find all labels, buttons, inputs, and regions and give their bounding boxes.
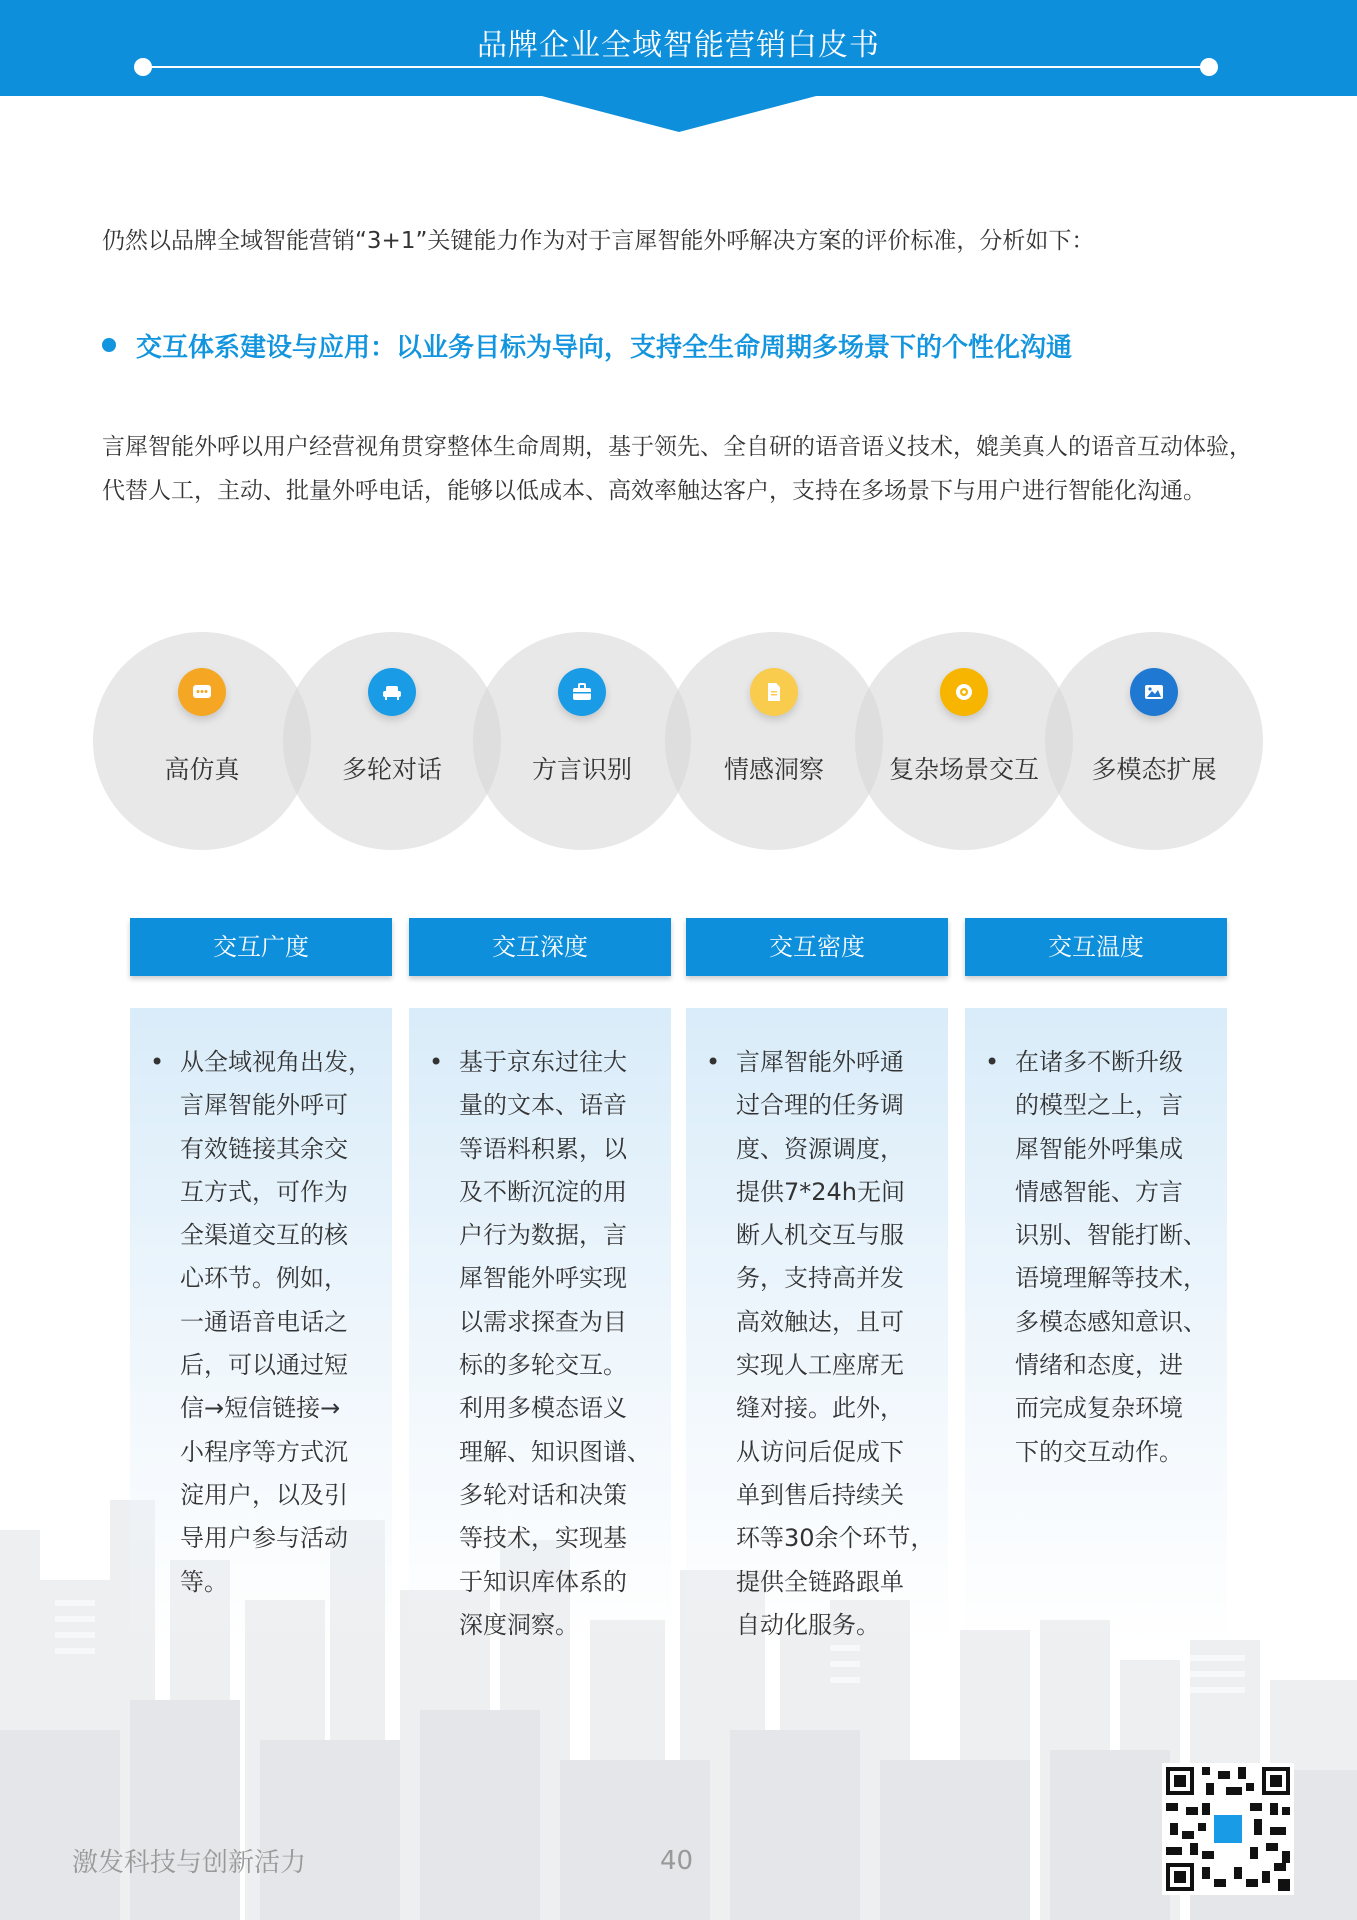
header-divider <box>143 66 1210 68</box>
column-line: 情感智能、方言 <box>1015 1177 1183 1206</box>
feature-circle <box>855 632 1073 850</box>
column-header-warmth: 交互温度 <box>965 918 1227 976</box>
column-line: 从访问后促成下 <box>736 1437 904 1466</box>
section-heading-text: 交互体系建设与应用：以业务目标为导向，支持全生命周期多场景下的个性化沟通 <box>136 333 1073 363</box>
column-header-breadth: 交互广度 <box>130 918 392 976</box>
column-header-density: 交互密度 <box>686 918 948 976</box>
list-bullet: • <box>706 1048 721 1076</box>
feature-label: 高仿真 <box>164 755 240 784</box>
feature-circle <box>1045 632 1263 850</box>
column-line: 的模型之上，言 <box>1015 1091 1183 1120</box>
column-line: 导用户参与活动 <box>180 1524 348 1553</box>
column-line: 语境理解等技术， <box>1015 1264 1207 1293</box>
column-line: 在诸多不断升级 <box>1015 1048 1183 1076</box>
column-line: 犀智能外呼集成 <box>1015 1134 1183 1163</box>
column-line: 多模态感知意识、 <box>1015 1307 1207 1336</box>
column-line: 后，可以通过短 <box>180 1351 348 1380</box>
list-bullet: • <box>429 1048 444 1076</box>
column-line: 及不断沉淀的用 <box>459 1177 627 1206</box>
sofa-icon <box>368 668 416 716</box>
column-line: 等。 <box>180 1567 228 1596</box>
page-number: 40 <box>660 1846 694 1876</box>
column-text <box>180 1041 380 1604</box>
feature-circle <box>665 632 883 850</box>
column-line: 多轮对话和决策 <box>459 1480 627 1509</box>
feature-circle <box>473 632 691 850</box>
feature-label: 多模态扩展 <box>1091 755 1217 784</box>
briefcase-icon <box>558 668 606 716</box>
column-line: 识别、智能打断、 <box>1015 1221 1207 1250</box>
list-bullet: • <box>150 1048 165 1076</box>
document-title: 品牌企业全域智能营销白皮书 <box>477 28 880 63</box>
column-line: 深度洞察。 <box>459 1610 579 1639</box>
column-line: 单到售后持续关 <box>736 1480 904 1509</box>
column-body-density <box>686 1008 948 1648</box>
column-line: 基于京东过往大 <box>459 1048 627 1076</box>
feature-label: 复杂场景交互 <box>888 755 1039 784</box>
column-line: 断人机交互与服 <box>736 1221 904 1250</box>
feature-label: 情感洞察 <box>723 755 824 784</box>
column-line: 量的文本、语音 <box>459 1091 627 1120</box>
column-line: 理解、知识图谱、 <box>459 1437 651 1466</box>
column-line: 于知识库体系的 <box>459 1567 627 1596</box>
column-line: 全渠道交互的核 <box>180 1221 348 1250</box>
column-line: 从全域视角出发， <box>180 1048 372 1076</box>
column-line: 淀用户，以及引 <box>180 1480 348 1509</box>
qr-code-icon <box>1162 1763 1294 1895</box>
column-line: 互方式，可作为 <box>180 1177 348 1206</box>
column-line: 情绪和态度，进 <box>1015 1351 1183 1380</box>
column-line: 提供全链路跟单 <box>736 1567 904 1596</box>
column-text <box>459 1041 659 1647</box>
column-body-warmth <box>965 1008 1227 1648</box>
feature-label: 方言识别 <box>531 755 632 784</box>
header-dot-right <box>1200 58 1218 76</box>
column-line: 环等30余个环节， <box>736 1524 935 1553</box>
column-line: 利用多模态语义 <box>459 1394 627 1423</box>
column-line: 缝对接。此外， <box>736 1394 904 1423</box>
list-bullet: • <box>985 1048 1000 1076</box>
column-line: 自动化服务。 <box>736 1610 880 1639</box>
column-line: 标的多轮交互。 <box>459 1351 627 1380</box>
column-line: 度、资源调度， <box>736 1134 904 1163</box>
column-line: 等语料积累，以 <box>459 1134 627 1163</box>
column-line: 言犀智能外呼可 <box>180 1091 348 1120</box>
column-line: 犀智能外呼实现 <box>459 1264 627 1293</box>
feature-label: 多轮对话 <box>341 755 442 784</box>
column-line: 过合理的任务调 <box>736 1091 904 1120</box>
target-icon <box>940 668 988 716</box>
column-line: 高效触达，且可 <box>736 1307 904 1336</box>
column-line: 一通语音电话之 <box>180 1307 348 1336</box>
column-line: 提供7*24h无间 <box>736 1177 906 1206</box>
column-line: 信→短信链接→ <box>180 1394 341 1423</box>
bullet-dot-icon <box>102 338 116 352</box>
column-line: 言犀智能外呼通 <box>736 1048 904 1076</box>
column-text <box>736 1041 936 1647</box>
column-line: 小程序等方式沉 <box>180 1437 348 1466</box>
header-notch <box>538 95 820 132</box>
column-line: 有效链接其余交 <box>180 1134 348 1163</box>
column-line: 心环节。例如， <box>180 1264 348 1293</box>
image-icon <box>1130 668 1178 716</box>
feature-circle <box>93 632 311 850</box>
column-line: 务，支持高并发 <box>736 1264 904 1293</box>
body-paragraph: 言犀智能外呼以用户经营视角贯穿整体生命周期，基于领先、全自研的语音语义技术，媲美真人的语音互动体验，代替人工，主动、批量外呼电话，能够以低成本、高效率触达客户，支持在多场景下与用户进行智能化沟通。 <box>102 434 1252 504</box>
chat-bubble-icon <box>178 668 226 716</box>
column-line: 实现人工座席无 <box>736 1351 904 1380</box>
column-line: 而完成复杂环境 <box>1015 1394 1183 1423</box>
header-bar <box>0 0 1357 96</box>
document-icon <box>750 668 798 716</box>
intro-text: 仍然以品牌全域智能营销“3+1”关键能力作为对于言犀智能外呼解决方案的评价标准，分析如下： <box>102 228 1095 254</box>
column-body-depth <box>409 1008 671 1648</box>
section-heading <box>102 327 1262 364</box>
column-line: 户行为数据，言 <box>459 1221 627 1250</box>
column-line: 下的交互动作。 <box>1015 1437 1183 1466</box>
column-line: 等技术，实现基 <box>459 1524 627 1553</box>
column-body-breadth <box>130 1008 392 1648</box>
footer-slogan: 激发科技与创新活力 <box>72 1848 307 1878</box>
column-text <box>1015 1041 1215 1474</box>
column-header-depth: 交互深度 <box>409 918 671 976</box>
column-line: 以需求探查为目 <box>459 1307 627 1336</box>
feature-circle <box>283 632 501 850</box>
header-dot-left <box>134 58 152 76</box>
